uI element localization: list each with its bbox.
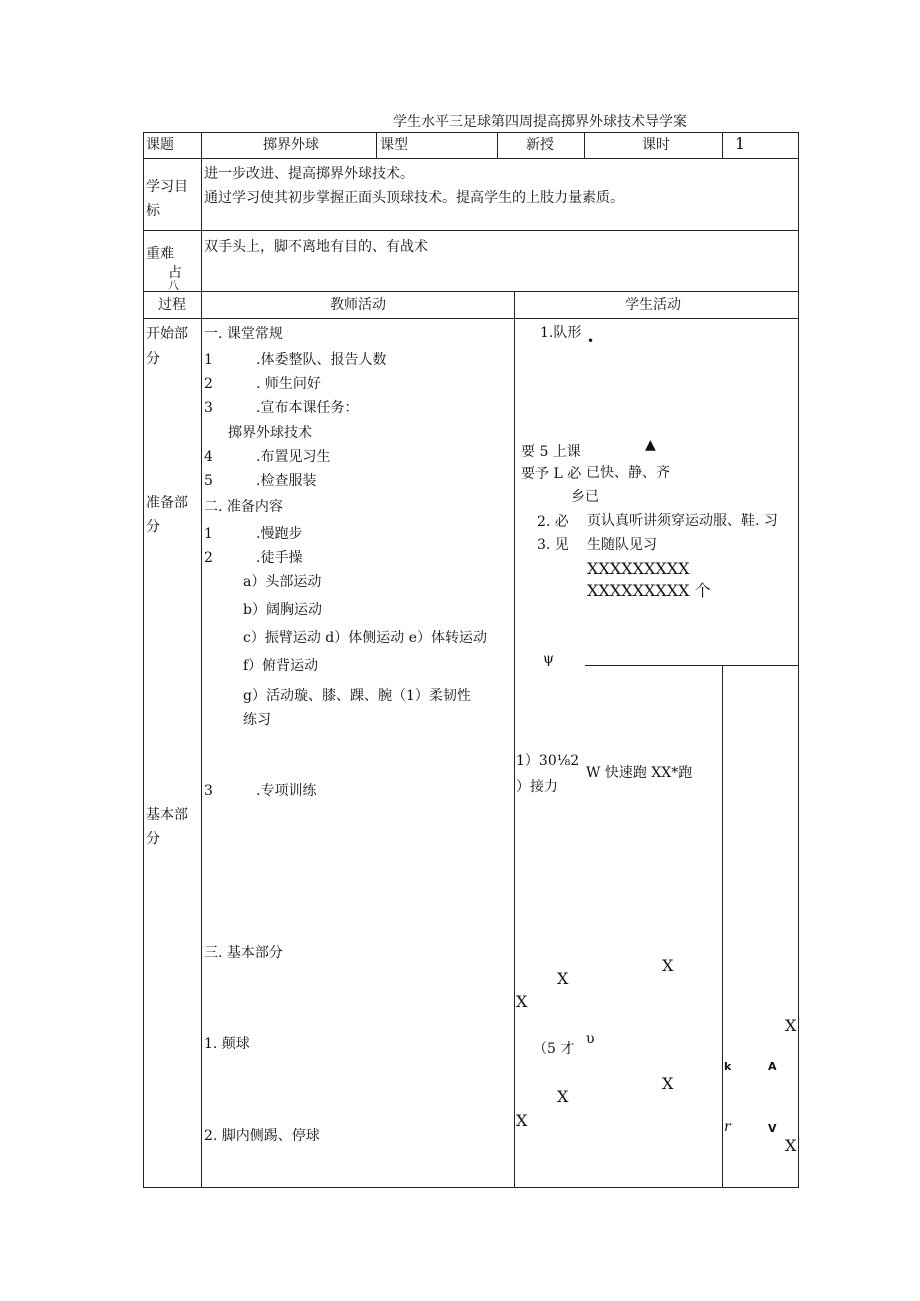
process-start-line2: 分 xyxy=(146,351,160,367)
teacher-student-rule xyxy=(514,291,515,1188)
teacher-item-number: 3 xyxy=(204,400,213,416)
exercise-item: g）活动璇、膝、踝、腕（1）柔韧性 xyxy=(243,688,471,704)
objective-1: 进一步改进、提高掷界外球技术。 xyxy=(204,166,414,182)
objectives-label-line2: 标 xyxy=(146,203,160,219)
teacher-item-number: 2 xyxy=(204,376,213,392)
teacher-item: .徒手操 xyxy=(256,550,303,566)
student-note: 生随队见习 xyxy=(587,537,657,553)
teacher-item: .专项训练 xyxy=(256,783,317,799)
formation-row-2: XXXXXXXXX 个 xyxy=(587,581,711,600)
header-label-type: 课型 xyxy=(380,137,408,153)
teacher-section-1: 一. 课堂常规 xyxy=(204,326,283,342)
table-rule-right xyxy=(798,132,799,1188)
student-group-note: （5 才 xyxy=(533,1041,575,1057)
teacher-item-number: 3 xyxy=(204,783,213,799)
process-basic-line1: 基本部 xyxy=(146,807,188,823)
table-rule-header-bottom xyxy=(143,158,799,159)
table-rule-bottom xyxy=(143,1187,799,1188)
teacher-item-number: 5 xyxy=(204,473,213,489)
teacher-item-number: 1 xyxy=(204,352,213,368)
diagram-label-r: r xyxy=(724,1119,731,1135)
student-requirement-2b: 已快、静、齐 xyxy=(586,465,670,481)
column-header-teacher: 教师活动 xyxy=(330,297,386,313)
teacher-item-number: 4 xyxy=(204,449,213,465)
student-subrule xyxy=(585,665,799,666)
keypoints-label-line1: 重难 xyxy=(146,246,174,262)
teacher-section-2: 二. 准备内容 xyxy=(204,499,283,515)
player-marker-x: X xyxy=(516,1111,528,1130)
diagram-label-v: V xyxy=(768,1122,777,1135)
diagram-label-k: k xyxy=(724,1060,732,1073)
teacher-item-number: 2 xyxy=(204,550,213,566)
exercise-item-continued: 练习 xyxy=(243,712,271,728)
exercise-item: b）阔胸运动 xyxy=(243,602,322,618)
student-inner-rule xyxy=(722,665,723,1188)
player-marker-x: X xyxy=(662,956,674,975)
process-prep-line2: 分 xyxy=(146,519,160,535)
table-rule-top xyxy=(143,132,799,133)
table-rule-columns-bottom xyxy=(143,318,799,319)
teacher-item: .慢跑步 xyxy=(256,526,303,542)
formation-row-1: XXXXXXXXX xyxy=(587,559,690,578)
player-marker-x: X xyxy=(662,1074,674,1093)
student-formation: 1.队形 xyxy=(540,325,582,341)
player-marker-x: X xyxy=(785,1136,797,1155)
student-note-number: 2. 必 xyxy=(537,514,569,530)
keypoints-label-line3: 八 xyxy=(168,280,179,290)
exercise-item: c）振臂运动 d）体侧运动 e）体转运动 xyxy=(243,630,487,646)
column-header-process: 过程 xyxy=(158,297,186,313)
teacher-item: .检查服装 xyxy=(256,473,317,489)
teacher-item: . 师生问好 xyxy=(256,376,321,392)
objective-2: 通过学习使其初步掌握正面头顶球技术。提高学生的上肢力量素质。 xyxy=(204,190,624,206)
student-requirement-1: 要 5 上课 xyxy=(521,444,581,460)
diagram-label-a: A xyxy=(768,1060,777,1073)
triangle-icon: ▲ xyxy=(645,437,656,453)
process-basic-line2: 分 xyxy=(146,831,160,847)
student-note-number: 3. 见 xyxy=(537,537,569,553)
document-title: 学生水平三足球第四周提高掷界外球技术导学案 xyxy=(393,114,687,130)
table-rule-left xyxy=(143,132,144,1188)
keypoints-label-line2: 占 xyxy=(168,265,182,281)
teacher-section-3: 三. 基本部分 xyxy=(204,945,283,961)
column-header-student: 学生活动 xyxy=(625,297,681,313)
table-rule-objectives-bottom xyxy=(143,230,799,231)
header-label-periods: 课时 xyxy=(642,137,670,153)
teacher-basic-item: 1. 颠球 xyxy=(204,1036,250,1052)
bullet-dot-icon: • xyxy=(587,334,595,348)
keypoints-text: 双手头上，脚不离地有目的、有战术 xyxy=(204,239,428,255)
teacher-item-detail: 掷界外球技术 xyxy=(228,425,312,441)
exercise-item: f）俯背运动 xyxy=(243,658,319,674)
player-marker-x: X xyxy=(516,992,528,1011)
table-rule-keypoints-bottom xyxy=(143,291,799,292)
header-rule-2 xyxy=(497,132,498,159)
student-requirement-3: 乡已 xyxy=(571,489,599,505)
header-rule-4 xyxy=(722,132,723,159)
teacher-item: .宣布本课任务： xyxy=(256,400,359,416)
student-requirement-2: 要予 L 必 xyxy=(521,466,582,482)
player-marker-x: X xyxy=(557,969,569,988)
teacher-item-number: 1 xyxy=(204,526,213,542)
header-rule-3 xyxy=(584,132,585,159)
teacher-basic-item: 2. 脚内侧踢、停球 xyxy=(204,1128,320,1144)
header-rule-1 xyxy=(376,132,377,159)
teacher-item: .体委整队、报告人数 xyxy=(256,352,387,368)
psi-symbol: ψ xyxy=(543,651,554,667)
header-value-periods: 1 xyxy=(735,134,746,153)
player-marker-x: X xyxy=(557,1087,569,1106)
process-prep-line1: 准备部 xyxy=(146,495,188,511)
teacher-item: .布置见习生 xyxy=(256,449,331,465)
student-running-1: 1）30⅛2 xyxy=(516,753,580,769)
process-start-line1: 开始部 xyxy=(146,326,188,342)
student-note: 页认真听讲须穿运动服、鞋. 习 xyxy=(587,513,778,529)
upsilon-symbol: υ xyxy=(586,1031,595,1047)
exercise-item: a）头部运动 xyxy=(243,574,322,590)
objectives-label-line1: 学习目 xyxy=(146,179,188,195)
student-running-2: ）接力 xyxy=(516,779,558,795)
student-running-1b: W 快速跑 XX*跑 xyxy=(586,765,693,781)
header-label-topic: 课题 xyxy=(146,137,174,153)
label-column-rule xyxy=(201,132,202,1188)
header-value-topic: 掷界外球 xyxy=(263,137,319,153)
player-marker-x: X xyxy=(785,1016,797,1035)
header-value-type: 新授 xyxy=(526,137,554,153)
